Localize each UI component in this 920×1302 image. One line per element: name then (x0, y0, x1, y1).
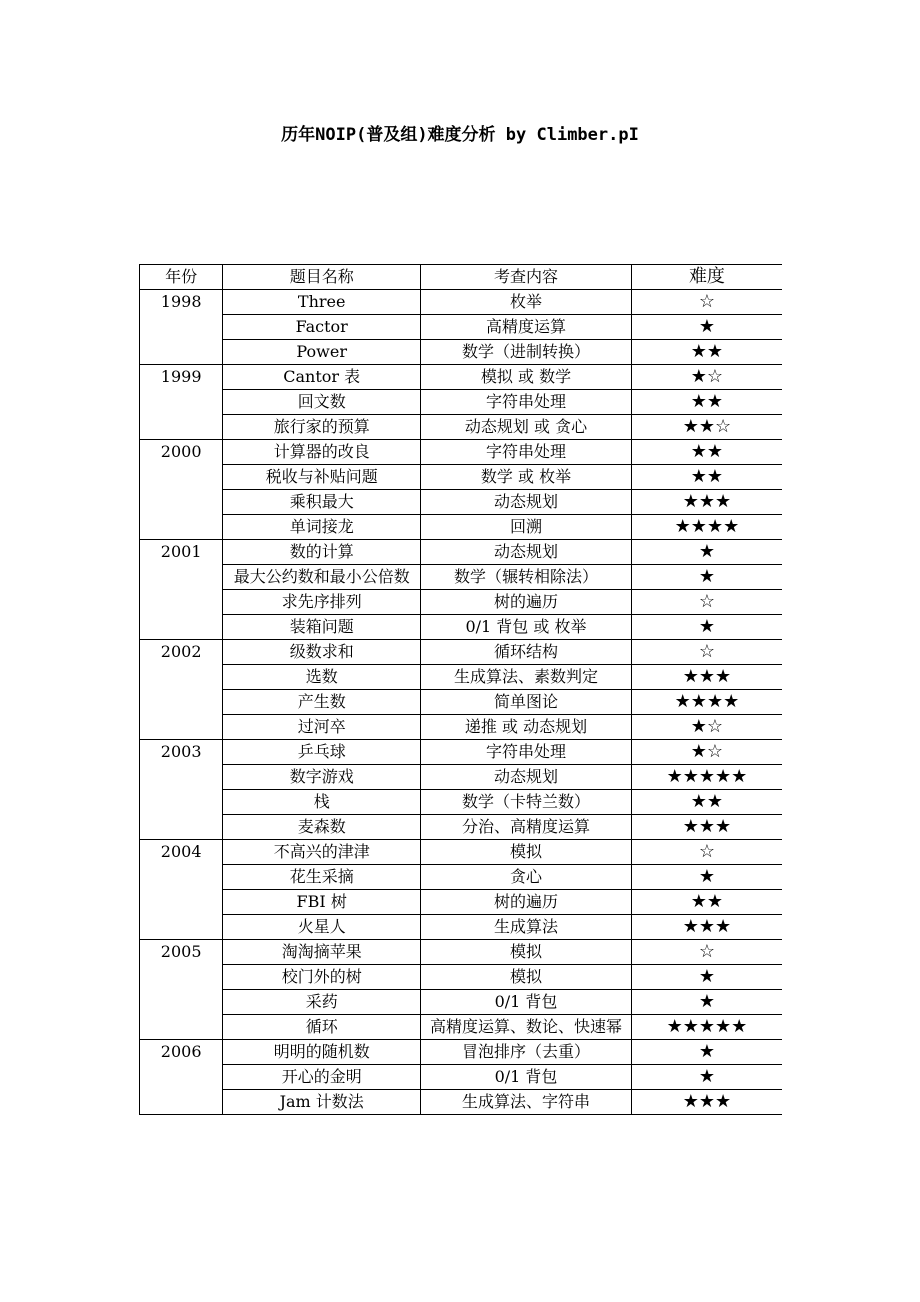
problem-name-cell: Jam 计数法 (223, 1090, 421, 1115)
difficulty-cell: ★★ (631, 790, 782, 815)
year-cell: 1998 (140, 290, 223, 365)
table-row (140, 590, 783, 615)
table-row (140, 890, 783, 915)
table-row (140, 340, 783, 365)
problem-name-cell: 税收与补贴问题 (223, 465, 421, 490)
difficulty-cell: ★ (631, 990, 782, 1015)
topic-cell: 数学（进制转换） (421, 340, 632, 365)
table-row (140, 765, 783, 790)
topic-cell: 树的遍历 (421, 590, 632, 615)
table-row (140, 1015, 783, 1040)
topic-cell: 数学 或 枚举 (421, 465, 632, 490)
difficulty-cell: ★★ (631, 340, 782, 365)
problem-name-cell: 淘淘摘苹果 (223, 940, 421, 965)
header-name: 题目名称 (223, 265, 421, 290)
table-row (140, 790, 783, 815)
problem-name-cell: 最大公约数和最小公倍数 (223, 565, 421, 590)
problem-name-cell: Power (223, 340, 421, 365)
problem-name-cell: 开心的金明 (223, 1065, 421, 1090)
table-row (140, 615, 783, 640)
topic-cell: 模拟 (421, 965, 632, 990)
topic-cell: 模拟 (421, 840, 632, 865)
topic-cell: 生成算法、字符串 (421, 1090, 632, 1115)
difficulty-cell: ☆ (631, 290, 782, 315)
problem-name-cell: 产生数 (223, 690, 421, 715)
problem-name-cell: Factor (223, 315, 421, 340)
topic-cell: 动态规划 (421, 765, 632, 790)
topic-cell: 0/1 背包 (421, 1065, 632, 1090)
table-row (140, 715, 783, 740)
difficulty-cell: ☆ (631, 590, 782, 615)
table-row (140, 990, 783, 1015)
difficulty-cell: ★★★★★ (631, 1015, 782, 1040)
topic-cell: 模拟 (421, 940, 632, 965)
topic-cell: 枚举 (421, 290, 632, 315)
year-cell: 2006 (140, 1040, 223, 1115)
topic-cell: 贪心 (421, 865, 632, 890)
difficulty-cell: ★ (631, 615, 782, 640)
problem-name-cell: 不高兴的津津 (223, 840, 421, 865)
topic-cell: 数学（卡特兰数） (421, 790, 632, 815)
problem-name-cell: 回文数 (223, 390, 421, 415)
table-row (140, 740, 783, 765)
header-difficulty: 难度 (631, 265, 782, 290)
topic-cell: 递推 或 动态规划 (421, 715, 632, 740)
problem-name-cell: 校门外的树 (223, 965, 421, 990)
problem-name-cell: 花生采摘 (223, 865, 421, 890)
difficulty-cell: ★ (631, 565, 782, 590)
table-row (140, 640, 783, 665)
table-row (140, 365, 783, 390)
topic-cell: 字符串处理 (421, 440, 632, 465)
table-row (140, 840, 783, 865)
table-row (140, 315, 783, 340)
table-row (140, 390, 783, 415)
table-row (140, 865, 783, 890)
problem-name-cell: 旅行家的预算 (223, 415, 421, 440)
topic-cell: 字符串处理 (421, 390, 632, 415)
topic-cell: 字符串处理 (421, 740, 632, 765)
table-row (140, 815, 783, 840)
table-row (140, 515, 783, 540)
topic-cell: 循环结构 (421, 640, 632, 665)
problem-name-cell: 求先序排列 (223, 590, 421, 615)
difficulty-table (139, 264, 782, 1115)
topic-cell: 分治、高精度运算 (421, 815, 632, 840)
problem-name-cell: Three (223, 290, 421, 315)
problem-name-cell: 级数求和 (223, 640, 421, 665)
problem-name-cell: 循环 (223, 1015, 421, 1040)
table-row (140, 290, 783, 315)
table-row (140, 490, 783, 515)
topic-cell: 0/1 背包 或 枚举 (421, 615, 632, 640)
difficulty-cell: ★★ (631, 440, 782, 465)
problem-name-cell: 装箱问题 (223, 615, 421, 640)
topic-cell: 生成算法、素数判定 (421, 665, 632, 690)
topic-cell: 0/1 背包 (421, 990, 632, 1015)
difficulty-cell: ☆ (631, 840, 782, 865)
table-row (140, 1090, 783, 1115)
year-cell: 2005 (140, 940, 223, 1040)
year-cell: 2002 (140, 640, 223, 740)
header-topic: 考查内容 (421, 265, 632, 290)
table-row (140, 940, 783, 965)
difficulty-cell: ★ (631, 540, 782, 565)
problem-name-cell: 乒乓球 (223, 740, 421, 765)
table-row (140, 1040, 783, 1065)
difficulty-cell: ★☆ (631, 740, 782, 765)
problem-name-cell: 数的计算 (223, 540, 421, 565)
difficulty-cell: ★★ (631, 390, 782, 415)
table-row (140, 540, 783, 565)
topic-cell: 简单图论 (421, 690, 632, 715)
topic-cell: 冒泡排序（去重） (421, 1040, 632, 1065)
table-row (140, 1065, 783, 1090)
problem-name-cell: 数字游戏 (223, 765, 421, 790)
topic-cell: 高精度运算 (421, 315, 632, 340)
problem-name-cell: 单词接龙 (223, 515, 421, 540)
table-row (140, 440, 783, 465)
table-row (140, 465, 783, 490)
topic-cell: 数学（辗转相除法） (421, 565, 632, 590)
difficulty-cell: ★★★ (631, 665, 782, 690)
difficulty-cell: ★ (631, 865, 782, 890)
year-cell: 2001 (140, 540, 223, 640)
topic-cell: 树的遍历 (421, 890, 632, 915)
topic-cell: 模拟 或 数学 (421, 365, 632, 390)
difficulty-cell: ★★ (631, 465, 782, 490)
problem-name-cell: 明明的随机数 (223, 1040, 421, 1065)
difficulty-cell: ★★★ (631, 490, 782, 515)
table-row (140, 915, 783, 940)
header-year: 年份 (140, 265, 223, 290)
difficulty-cell: ★★★ (631, 1090, 782, 1115)
difficulty-cell: ★ (631, 965, 782, 990)
year-cell: 1999 (140, 365, 223, 440)
topic-cell: 回溯 (421, 515, 632, 540)
difficulty-cell: ★☆ (631, 715, 782, 740)
year-cell: 2003 (140, 740, 223, 840)
difficulty-cell: ★ (631, 315, 782, 340)
difficulty-cell: ☆ (631, 640, 782, 665)
topic-cell: 动态规划 或 贪心 (421, 415, 632, 440)
table-row (140, 565, 783, 590)
difficulty-cell: ☆ (631, 940, 782, 965)
difficulty-cell: ★☆ (631, 365, 782, 390)
difficulty-cell: ★★★ (631, 815, 782, 840)
problem-name-cell: 计算器的改良 (223, 440, 421, 465)
problem-name-cell: 火星人 (223, 915, 421, 940)
table-header-row (140, 265, 783, 290)
table-body (140, 290, 783, 1115)
difficulty-cell: ★★★★ (631, 515, 782, 540)
page-title: 历年NOIP(普及组)难度分析 by Climber.pI (281, 125, 639, 145)
difficulty-cell: ★★★★★ (631, 765, 782, 790)
table-row (140, 965, 783, 990)
topic-cell: 高精度运算、数论、快速幂 (421, 1015, 632, 1040)
problem-name-cell: 栈 (223, 790, 421, 815)
topic-cell: 生成算法 (421, 915, 632, 940)
topic-cell: 动态规划 (421, 490, 632, 515)
topic-cell: 动态规划 (421, 540, 632, 565)
difficulty-cell: ★ (631, 1065, 782, 1090)
table-row (140, 415, 783, 440)
problem-name-cell: Cantor 表 (223, 365, 421, 390)
year-cell: 2004 (140, 840, 223, 940)
problem-name-cell: 乘积最大 (223, 490, 421, 515)
problem-name-cell: FBI 树 (223, 890, 421, 915)
problem-name-cell: 选数 (223, 665, 421, 690)
table-row (140, 690, 783, 715)
difficulty-cell: ★★★★ (631, 690, 782, 715)
table-row (140, 665, 783, 690)
difficulty-cell: ★★☆ (631, 415, 782, 440)
year-cell: 2000 (140, 440, 223, 540)
difficulty-cell: ★★ (631, 890, 782, 915)
difficulty-cell: ★ (631, 1040, 782, 1065)
problem-name-cell: 麦森数 (223, 815, 421, 840)
difficulty-cell: ★★★ (631, 915, 782, 940)
problem-name-cell: 过河卒 (223, 715, 421, 740)
problem-name-cell: 采药 (223, 990, 421, 1015)
